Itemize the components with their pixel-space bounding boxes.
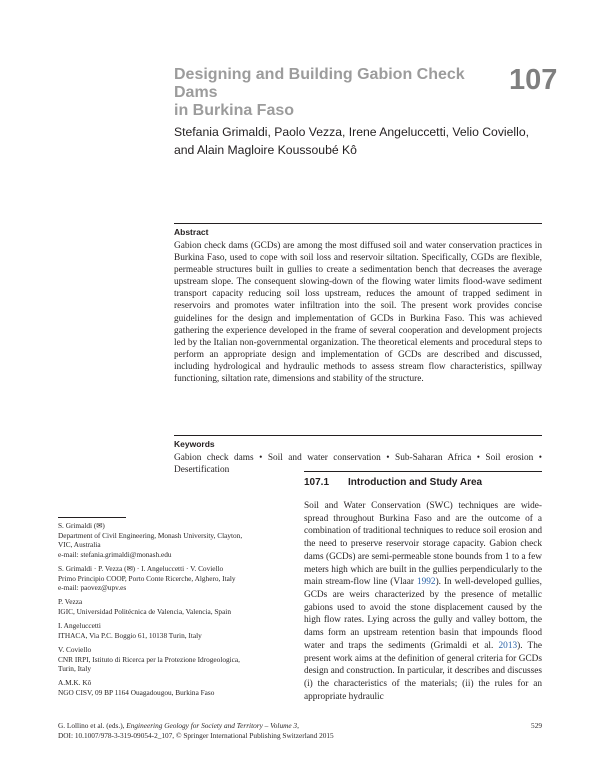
footer-doi: DOI: 10.1007/978-3-319-09054-2_107, © Springer International Publishing Switzerland 2015	[58, 730, 334, 740]
page-number: 529	[531, 721, 542, 730]
page-footer	[58, 721, 542, 740]
chapter-title-line-1: Designing and Building Gabion Check Dams	[174, 66, 465, 101]
intro-text-part-1: Soil and Water Conservation (SWC) techniques are wide-spread throughout Burkina Faso and are the outcome of a combination of traditional techniques to reduce soil erosion and the need to preserve reservoir storage capacity. Gabion check dams (GCDs) are semi-permeable stone bounds from 1 to a few meters high which are built in the gullies perpendicularly to the main stream-flow line (Vlaar	[304, 501, 542, 588]
author-line-2: and Alain Magloire Koussoubé Kô	[174, 142, 357, 157]
affiliation-primo-principio	[58, 564, 290, 593]
affiliation-line: S. Grimaldi · P. Vezza (✉) · I. Angeluccetti · V. Coviello	[58, 563, 224, 573]
affiliation-line: IGIC, Universidad Politécnica de Valencia, Valencia, Spain	[58, 606, 231, 616]
affiliation-coviello	[58, 645, 290, 674]
affiliation-line: A.M.K. Kô	[58, 678, 92, 688]
affiliation-angeluccetti	[58, 621, 290, 640]
author-list	[174, 124, 534, 159]
section-number: 107.1	[304, 477, 330, 488]
chapter-title	[174, 66, 474, 120]
citation-link-grimaldi[interactable]: 2013	[498, 640, 518, 651]
affiliation-line: I. Angeluccetti	[58, 621, 101, 631]
affiliation-line: VIC, Australia	[58, 540, 101, 550]
email-link[interactable]: e-mail: stefania.grimaldi@monash.edu	[58, 549, 172, 559]
affiliation-line: P. Vezza	[58, 597, 83, 607]
affiliation-line: Primo Principio COOP, Porto Conte Ricerche, Alghero, Italy	[58, 573, 236, 583]
footer-book-title: Engineering Geology for Society and Territory – Volume 3	[126, 721, 298, 730]
affiliation-line: Department of Civil Engineering, Monash University, Clayton,	[58, 530, 243, 540]
chapter-number: 107	[509, 64, 558, 96]
abstract-body: Gabion check dams (GCDs) are among the most diffused soil and water conservation practices in Burkina Faso, used to cope with soil loss and reservoir siltation. Specifically, CGDs are flexible, permeable structures built in gullies to create a sedimentation bench that decreases the average upstream slope. The consequent slowing-down of the flowing water limits flood-wave sediment transport capacity reducing soil loss upstream, reduces the amount of trapped sediment in reservoirs and promotes water infiltration into the soil. The present work provides concise guidelines for the design and implementation of GCDs in Burkina Faso. This was achieved gathering the experience developed in the frame of several cooperation and development projects led by the Italian non-governmental organization. The theoretical elements and procedural steps to perform an appropriate design and implementation of GCDs are described and discussed, including hydrological and hydraulic methods to assess stream flow characteristics, spillway functioning, siltation rate, dimensions and stability of the structure.	[174, 241, 542, 385]
affiliation-line: Turin, Italy	[58, 664, 91, 674]
affiliation-rule	[58, 517, 126, 518]
footer-citation	[58, 721, 542, 731]
intro-text-part-2: ). In well-developed gullies, GCDs are weirs characterized by the presence of metallic gabions used to avoid the stone displacement caused by the high flow rates. Lying across the gully and valley bottom, the dams form an upstream retention basin that impounds flood water and traps the sediments (Grimaldi et al.	[304, 577, 542, 651]
affiliation-line: ITHACA, Via P.C. Boggio 61, 10138 Turin, Italy	[58, 630, 202, 640]
affiliation-vezza	[58, 597, 290, 616]
footer-comma: ,	[297, 721, 299, 730]
affiliation-line: CNR IRPI, Istituto di Ricerca per la Protezione Idrogeologica,	[58, 654, 240, 664]
section-heading	[304, 477, 482, 488]
section-title: Introduction and Study Area	[348, 477, 483, 488]
footer-editors: G. Lollino et al. (eds.),	[58, 721, 127, 730]
keywords-heading: Keywords	[174, 439, 215, 449]
section-top-rule	[304, 471, 542, 472]
keywords-list: Gabion check dams • Soil and water conservation • Sub-Saharan Africa • Soil erosion • Desertification	[174, 453, 542, 476]
affiliation-line: S. Grimaldi (✉)	[58, 521, 105, 530]
author-line-1: Stefania Grimaldi, Paolo Vezza, Irene Angeluccetti, Velio Coviello,	[174, 125, 529, 139]
intro-paragraph	[304, 500, 542, 704]
email-link[interactable]: e-mail: paovez@upv.es	[58, 583, 127, 593]
chapter-title-line-2: in Burkina Faso	[174, 102, 295, 119]
affiliations-block	[58, 521, 290, 702]
abstract-heading: Abstract	[174, 227, 209, 237]
affiliation-grimaldi	[58, 521, 290, 559]
affiliation-ko	[58, 678, 290, 697]
citation-link-vlaar[interactable]: 1992	[416, 577, 436, 588]
abstract-top-rule	[174, 223, 542, 224]
intro-text-part-3: ). The present work aims at the definition of general criteria for GCDs design and construction. In particular, it describes and discusses (i) the characteristics of the materials; (ii) the rules for an appropriate hydraulic	[304, 640, 542, 702]
keywords-top-rule	[174, 435, 542, 436]
affiliation-line: NGO CISV, 09 BP 1164 Ouagadougou, Burkina Faso	[58, 687, 215, 697]
affiliation-line: V. Coviello	[58, 644, 92, 654]
